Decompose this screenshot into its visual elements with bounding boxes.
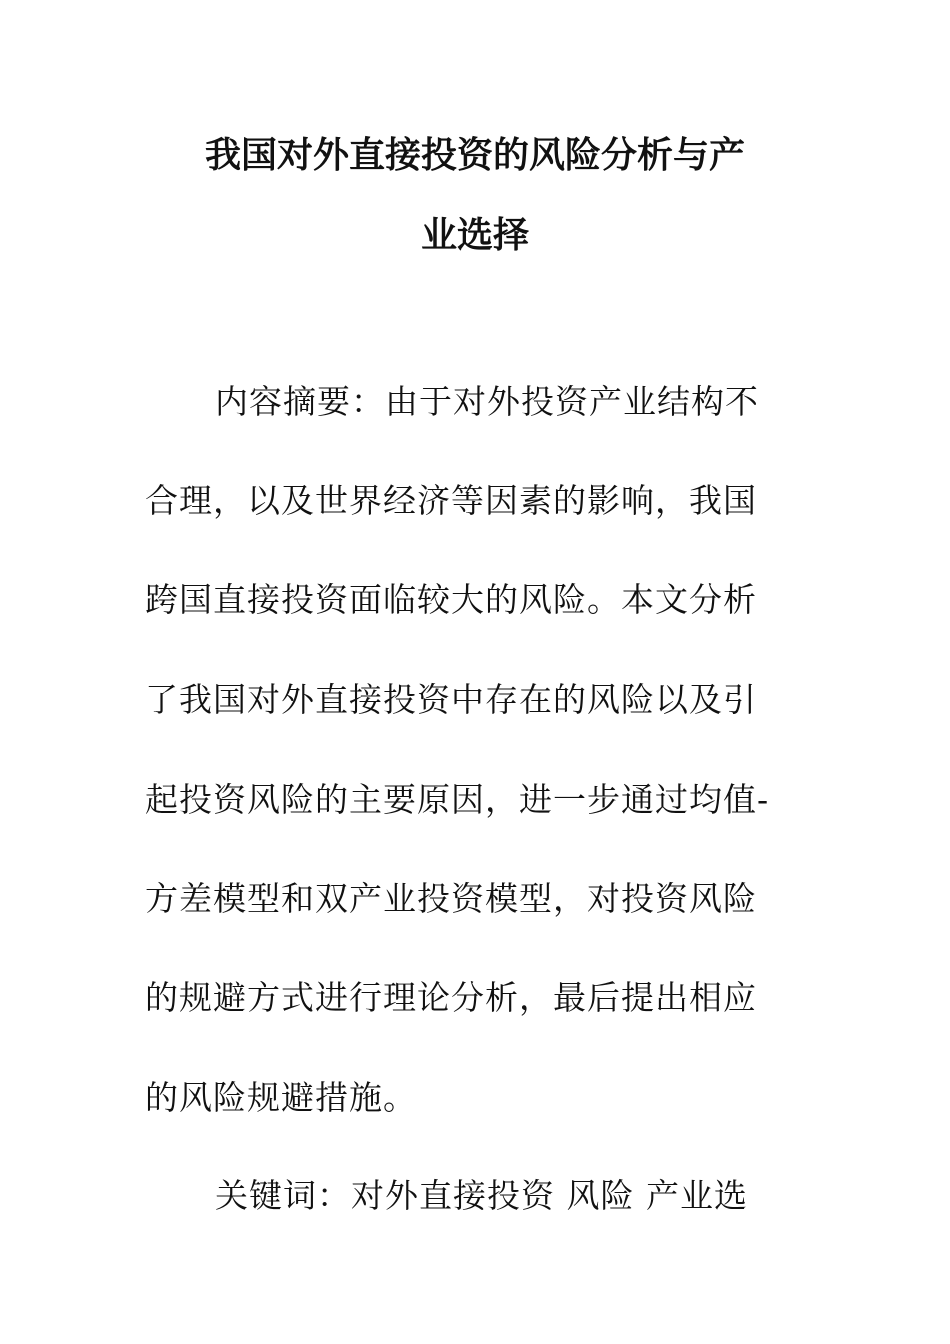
abstract-line: 内容摘要：由于对外投资产业结构不 (215, 382, 759, 421)
abstract-line: 方差模型和双产业投资模型，对投资风险 (145, 879, 757, 918)
abstract-line: 起投资风险的主要原因，进一步通过均值- (145, 780, 770, 819)
document-title (145, 115, 805, 275)
title-line-2: 业选择 (420, 214, 529, 256)
abstract-line: 合理，以及世界经济等因素的影响，我国 (145, 481, 757, 520)
title-line-1: 我国对外直接投资的风险分析与产 (204, 134, 745, 176)
keywords-line: 关键词：对外直接投资 风险 产业选 (215, 1176, 748, 1215)
abstract-line: 的风险规避措施。 (145, 1078, 417, 1117)
abstract-line: 的规避方式进行理论分析，最后提出相应 (145, 978, 757, 1017)
abstract-line: 了我国对外直接投资中存在的风险以及引 (145, 680, 757, 719)
abstract-line: 跨国直接投资面临较大的风险。本文分析 (145, 580, 757, 619)
